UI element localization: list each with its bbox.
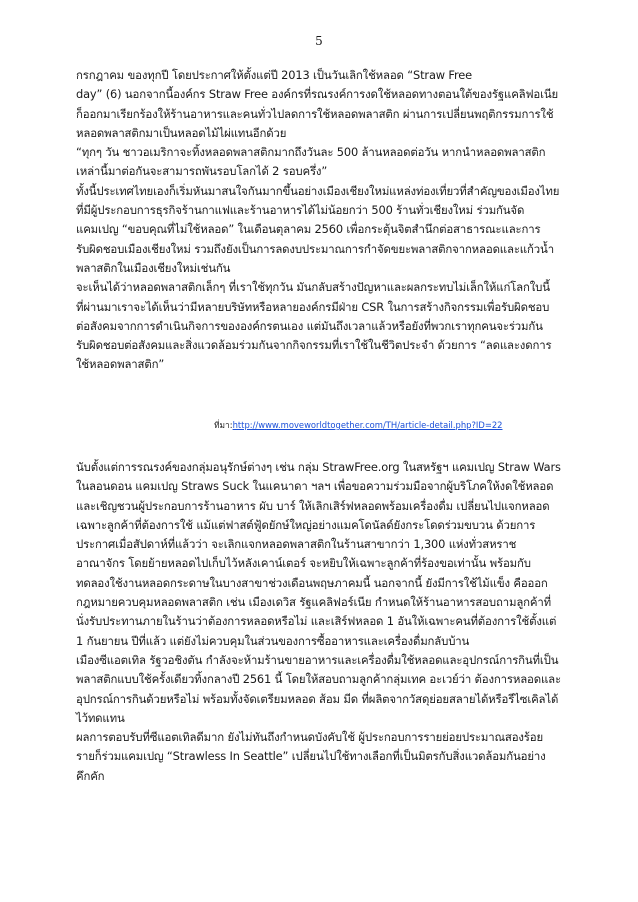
article-text-top [76,66,598,375]
text-line: กรกฎาคม ของทุกปี โดยประกาศให้ตั้งแต่ปี 2013 เป็นวันเลิกใช้หลอด “Straw Free [76,68,472,82]
text-line: ก็ออกมาเรียกร้องให้ร้านอาหารและคนทั่วไปลดการใช้หลอดพลาสติก ผ่านการเปลี่ยนพฤติกรรมการใช้ [76,106,554,121]
text-line: และเชิญชวนผู้ประกอบการร้านอาหาร ผับ บาร์ ให้เลิกเสิร์ฟหลอดพร้อมเครื่องดื่ม เปลี่ยนไปแจกหลอด [76,498,550,513]
text-line: รับผิดชอบเมืองเชียงใหม่ รวมถึงยังเป็นการลดงบประมาณการกำจัดขยะพลาสติกจากหลอดและแก้วน้ำ [76,241,555,256]
text-line: อุปกรณ์การกินด้วยหรือไม่ พร้อมทั้งจัดเตรียมหลอด ส้อม มีด ที่ผลิตจากวัสดุย่อยสลายได้หรือรีไซเคิลได้ [76,691,559,706]
text-line: พลาสติกแบบใช้ครั้งเดียวทิ้งกลางปี 2561 นี้ โดยให้สอบถามลูกค้ากลุ่มเทค อะเวย์ว่า ต้องการหลอดและ [76,672,561,687]
page-number: 5 [315,34,323,48]
text-line: นับตั้งแต่การรณรงค์ของกลุ่มอนุรักษ์ต่างๆ เช่น กลุ่ม StrawFree.org ในสหรัฐฯ แคมเปญ Straw Wars [76,460,561,474]
text-line: ต่อสังคมจากการดำเนินกิจการขององค์กรตนเอง แต่มันถึงเวลาแล้วหรือยังที่พวกเราทุกคนจะร่วมกัน [76,318,543,333]
text-line: กฎหมายควบคุมหลอดพลาสติก เช่น เมืองเดวิส รัฐแคลิฟอร์เนีย กำหนดให้ร้านอาหารสอบถามลูกค้าที่ [76,595,551,610]
text-line: เมืองซีแอตเทิล รัฐวอชิงตัน กำลังจะห้ามร้านขายอาหารและเครื่องดื่มใช้หลอดและอุปกรณ์การกินที่เป็น [76,652,559,667]
source-citation [214,418,503,432]
text-line: นั่งรับประทานภายในร้านว่าต้องการหลอดหรือไม่ และเสิร์ฟหลอด 1 อันให้เฉพาะคนที่ต้องการใช้ตั้งแต่ [76,614,557,629]
text-line: ที่มีผู้ประกอบการธุรกิจร้านกาแฟและร้านอาหารได้ไม่น้อยกว่า 500 ร้านทั่วเชียงใหม่ ร่วมกันจัด [76,203,525,218]
text-line: ไว้ทดแทน [76,710,125,725]
quote-line: เหล่านี้มาต่อกันจะสามารถพันรอบโลกได้ 2 รอบครึ่ง” [76,164,328,179]
text-line: เฉพาะลูกค้าที่ต้องการใช้ แม้แต่ฟาสต์ฟู้ดยักษ์ใหญ่อย่างแมคโดนัลด์ยังกระโดดร่วมขบวน ด้วยการ [76,517,536,532]
text-line: 1 กันยายน ปีที่แล้ว แต่ยังไม่ควบคุมในส่วนของการซื้ออาหารและเครื่องดื่มกลับบ้าน [76,633,470,648]
text-line: หลอดพลาสติกมาเป็นหลอดไม้ไผ่แทนอีกด้วย [76,125,287,140]
text-line: ทั้งนี้ประเทศไทยเองก็เริ่มหันมาสนใจกันมากขึ้นอย่างเมืองเชียงใหม่แหล่งท่องเที่ยวที่สำคัญของเมืองไทย [76,183,560,198]
source-label: ที่มา: [214,420,233,430]
text-line: รับผิดชอบต่อสังคมและสิ่งแวดล้อมร่วมกันจากกิจกรรมที่เราใช้ในชีวิตประจำ ด้วยการ “ลดและงดการ [76,338,552,353]
text-line: ประกาศเมื่อสัปดาห์ที่แล้วว่า จะเลิกแจกหลอดพลาสติกในร้านสาขากว่า 1,300 แห่งทั่วสหราช [76,537,517,552]
text-line: ทดลองใช้งานหลอดกระดาษในบางสาขาช่วงเดือนพฤษภาคมนี้ นอกจากนี้ ยังมีการใช้ไม้แข็ง คือออก [76,575,548,590]
article-text-bottom [76,458,598,786]
source-link[interactable]: http://www.moveworldtogether.com/TH/article-detail.php?ID=22 [232,420,503,430]
text-line: แคมเปญ “ขอบคุณที่ไม่ใช้หลอด” ในเดือนตุลาคม 2560 เพื่อกระตุ้นจิตสำนึกต่อสาธารณะและการ [76,222,541,237]
quote-line: “ทุกๆ วัน ชาวอเมริกาจะทิ้งหลอดพลาสติกมากถึงวันละ 500 ล้านหลอดต่อวัน หากนำหลอดพลาสติก [76,145,546,160]
text-line: จะเห็นได้ว่าหลอดพลาสติกเล็กๆ ที่เราใช้ทุกวัน มันกลับสร้างปัญหาและผลกระทบไม่เล็กให้แก่โลกใบนี้ [76,280,550,295]
text-line: พลาสติกในเมืองเชียงใหม่เช่นกัน [76,260,231,275]
text-line: day” (6) นอกจากนี้องค์กร Straw Free องค์กรที่รณรงค์การงดใช้หลอดทางตอนใต้ของรัฐแคลิฟอเนีย [76,87,559,102]
text-line: คึกคัก [76,768,105,783]
text-line: รายก็ร่วมแคมเปญ “Strawless In Seattle” เปลี่ยนไปใช้ทางเลือกที่เป็นมิตรกับสิ่งแวดล้อมกันอย่าง [76,749,546,764]
text-line: อาณาจักร โดยย้ายหลอดไปเก็บไว้หลังเคาน์เตอร์ จะหยิบให้เฉพาะลูกค้าที่ร้องขอเท่านั้น พร้อมกับ [76,556,531,571]
text-line: ใช้หลอดพลาสติก” [76,357,165,372]
text-line: ในลอนดอน แคมเปญ Straws Suck ในแคนาดา ฯลฯ เพื่อขอความร่วมมือจากผู้บริโภคให้งดใช้หลอด [76,479,554,494]
text-line: ที่ผ่านมาเราจะได้เห็นว่ามีหลายบริษัทหรือหลายองค์กรมีฝ่าย CSR ในการสร้างกิจกรรมเพื่อรับผิดชอบ [76,299,550,314]
text-line: ผลการตอบรับที่ซีแอตเทิลดีมาก ยังไม่ทันถึงกำหนดบังคับใช้ ผู้ประกอบการรายย่อยประมาณสองร้อย [76,730,543,745]
